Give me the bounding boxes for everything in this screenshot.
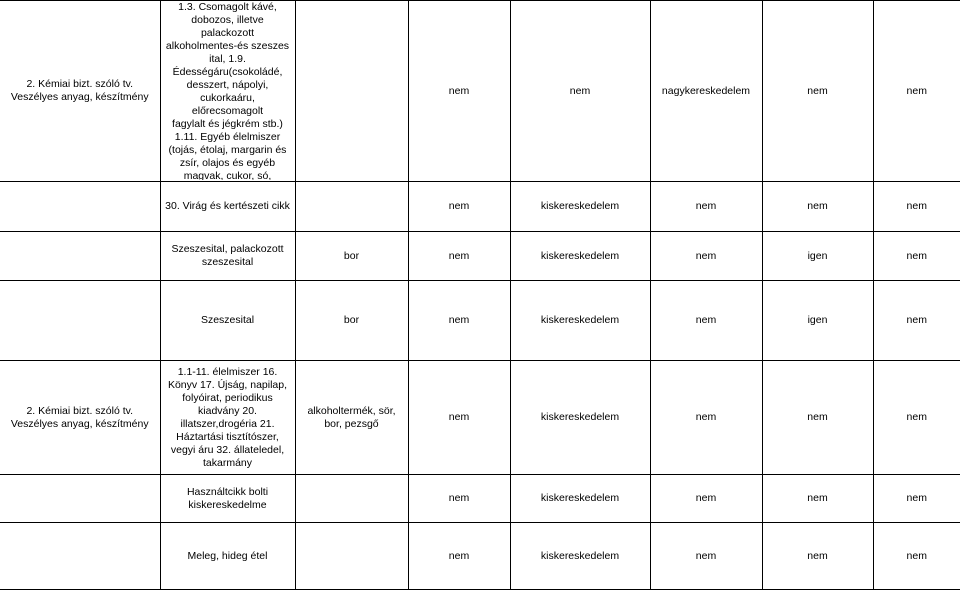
row-4-products: Szeszesital <box>160 281 295 361</box>
row-7-col4: nem <box>408 523 510 590</box>
row-3-alcohol: bor <box>295 232 408 281</box>
row-1-products-line: alkoholmentes-és szeszes <box>165 40 290 52</box>
row-1-products-line: fagylalt és jégkrém stb.) <box>172 118 283 130</box>
row-3-category <box>0 232 160 281</box>
table-row <box>0 232 960 281</box>
row-1-col7: nem <box>762 1 873 182</box>
row-2-col4: nem <box>408 182 510 232</box>
row-3-products: Szeszesital, palackozott szeszesital <box>160 232 295 281</box>
row-5-col5: kiskereskedelem <box>510 361 650 475</box>
row-7-col5: kiskereskedelem <box>510 523 650 590</box>
row-3-col5: kiskereskedelem <box>510 232 650 281</box>
row-5-col8: nem <box>873 361 960 475</box>
row-6-col8: nem <box>873 475 960 523</box>
row-7-products: Meleg, hideg étel <box>160 523 295 590</box>
row-6-col5: kiskereskedelem <box>510 475 650 523</box>
row-1-products-line: Édességáru(csokoládé, <box>172 66 283 78</box>
row-7-alcohol <box>295 523 408 590</box>
table-row <box>0 361 960 475</box>
row-4-col5: kiskereskedelem <box>510 281 650 361</box>
row-4-col8: nem <box>873 281 960 361</box>
row-1-products-line: (tojás, étolaj, margarin és <box>168 144 287 156</box>
row-2-alcohol <box>295 182 408 232</box>
row-6-products: Használtcikk bolti kiskereskedelme <box>160 475 295 523</box>
row-1-products-line: desszert, nápolyi, <box>186 79 269 91</box>
row-1-products-line: dobozos, illetve palackozott <box>191 14 264 39</box>
row-1-col5: nem <box>510 1 650 182</box>
row-6-col7: nem <box>762 475 873 523</box>
row-1-products-text <box>164 1 292 180</box>
row-1-category: 2. Kémiai bizt. szóló tv. Veszélyes anyag, készítmény <box>0 1 160 182</box>
row-5-col6: nem <box>650 361 762 475</box>
row-5-products: 1.1-11. élelmiszer 16. Könyv 17. Újság, napilap, folyóirat, periodikus kiadvány 20. illatszer,drogéria 21. Háztartási tisztítószer, vegyi áru 32. állateledel, takarmány <box>160 361 295 475</box>
row-1-col4: nem <box>408 1 510 182</box>
row-5-col7: nem <box>762 361 873 475</box>
row-2-products: 30. Virág és kertészeti cikk <box>160 182 295 232</box>
row-1-products-line: cukorkaáru, előrecsomagolt <box>191 92 264 117</box>
row-1-products-line: 1.11. Egyéb élelmiszer <box>174 131 281 143</box>
row-5-alcohol: alkoholtermék, sör, bor, pezsgő <box>295 361 408 475</box>
row-7-col8: nem <box>873 523 960 590</box>
table-row <box>0 281 960 361</box>
row-7-col6: nem <box>650 523 762 590</box>
table-row <box>0 523 960 590</box>
table-row <box>0 182 960 232</box>
row-6-alcohol <box>295 475 408 523</box>
row-4-category <box>0 281 160 361</box>
row-3-col7: igen <box>762 232 873 281</box>
row-4-col7: igen <box>762 281 873 361</box>
row-1-products-line: ital, 1.9. <box>209 53 246 65</box>
row-1-products-line: zsír, olajos és egyéb <box>179 157 276 169</box>
row-5-category: 2. Kémiai bizt. szóló tv. Veszélyes anyag, készítmény <box>0 361 160 475</box>
row-3-col6: nem <box>650 232 762 281</box>
row-1-products <box>160 1 295 182</box>
table-row <box>0 475 960 523</box>
row-6-col6: nem <box>650 475 762 523</box>
row-7-col7: nem <box>762 523 873 590</box>
row-4-alcohol: bor <box>295 281 408 361</box>
row-3-col4: nem <box>408 232 510 281</box>
row-1-col8: nem <box>873 1 960 182</box>
row-5-col4: nem <box>408 361 510 475</box>
row-3-col8: nem <box>873 232 960 281</box>
table-row <box>0 1 960 182</box>
row-6-col4: nem <box>408 475 510 523</box>
row-2-col6: nem <box>650 182 762 232</box>
row-4-col4: nem <box>408 281 510 361</box>
row-1-alcohol <box>295 1 408 182</box>
row-2-col8: nem <box>873 182 960 232</box>
row-1-products-line: magvak, cukor, só, <box>183 170 272 180</box>
row-1-products-line: 1.3. Csomagolt kávé, <box>178 1 277 13</box>
row-1-col6: nagykereskedelem <box>650 1 762 182</box>
row-2-col7: nem <box>762 182 873 232</box>
row-4-col6: nem <box>650 281 762 361</box>
row-2-category <box>0 182 160 232</box>
row-6-category <box>0 475 160 523</box>
row-2-col5: kiskereskedelem <box>510 182 650 232</box>
row-7-category <box>0 523 160 590</box>
